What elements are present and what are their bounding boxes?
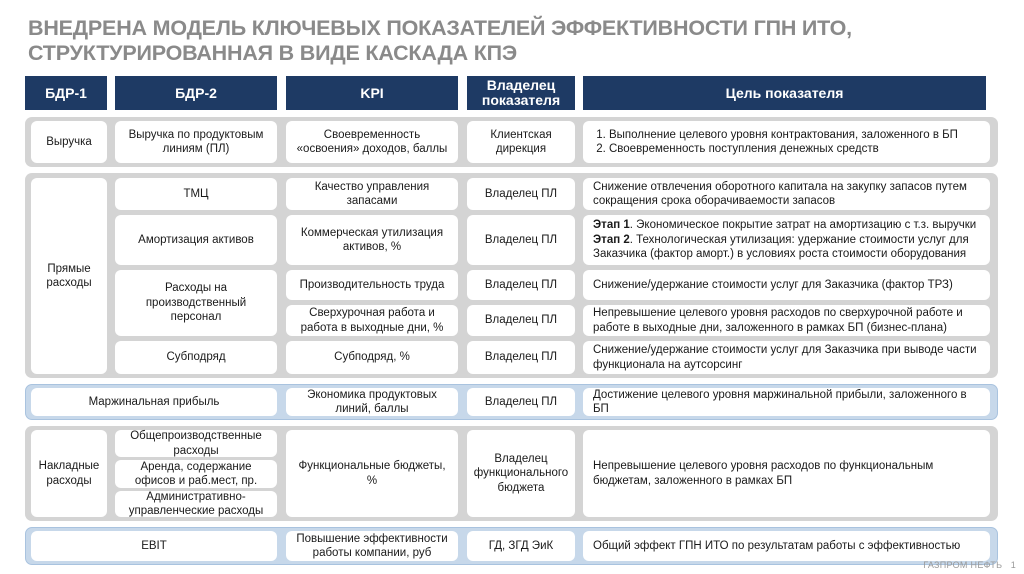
- personnel-goal-overtime-text: Непревышение целевого уровня расходов по сверхурочной работе и работе в выходные дни, заложенного в рамках БП (бизнес-плана): [593, 307, 963, 334]
- subcontract-kpi: Субподряд, %: [286, 341, 458, 374]
- personnel-goal-productivity: [583, 270, 990, 300]
- amort-stage-1-label: Этап 1: [593, 219, 630, 232]
- subcontract-goal: [583, 341, 990, 374]
- header-owner: Владелец показателя: [467, 76, 575, 110]
- personnel-kpi-overtime: Сверхурочная работа и работа в выходные дни, %: [286, 305, 458, 336]
- revenue-goal-item: 1. Выполнение целевого уровня контрактования, заложенного в БП: [609, 128, 958, 143]
- tmc-kpi: Качество управления запасами: [286, 178, 458, 210]
- margin-goal: [583, 388, 990, 416]
- tmc-bdr2: ТМЦ: [115, 178, 277, 210]
- subcontract-owner: Владелец ПЛ: [467, 341, 575, 374]
- revenue-kpi: Своевременность «освоения» доходов, баллы: [286, 121, 458, 163]
- page-title-line-2: СТРУКТУРИРОВАННАЯ В ВИДЕ КАСКАДА КПЭ: [28, 41, 517, 65]
- amort-stage-2-text: . Технологическая утилизация: удержание стоимости услуг для Заказчика (фактор аморт.) в условиях роста стоимости оборудования: [593, 233, 969, 261]
- overhead-owner: Владелец функционального бюджета: [467, 430, 575, 517]
- amort-kpi: Коммерческая утилизация активов, %: [286, 215, 458, 265]
- ebit-goal: [583, 531, 990, 561]
- tmc-goal-text: Снижение отвлечения оборотного капитала на закупку запасов путем сокращения срока оборачиваемости запасов: [593, 180, 967, 207]
- personnel-bdr2: Расходы на производственный персонал: [115, 270, 277, 336]
- subcontract-goal-text: Снижение/удержание стоимости услуг для Заказчика при выводе части функционала на аутсорсинг: [593, 344, 977, 371]
- revenue-bdr1: Выручка: [31, 121, 107, 163]
- revenue-owner: Клиентская дирекция: [467, 121, 575, 163]
- overhead-item-admin: Административно-управленческие расходы: [115, 491, 277, 517]
- amort-goal: [583, 215, 990, 265]
- personnel-kpi-productivity: Производительность труда: [286, 270, 458, 300]
- page-title: [28, 16, 1008, 66]
- ebit-owner: ГД, ЗГД ЭиК: [467, 531, 575, 561]
- margin-goal-text: Достижение целевого уровня маржинальной прибыли, заложенного в БП: [593, 388, 967, 415]
- header-bdr2: БДР-2: [115, 76, 277, 110]
- revenue-goal-item: 2. Своевременность поступления денежных средств: [609, 142, 958, 157]
- overhead-goal-text: Непревышение целевого уровня расходов по функциональным бюджетам, заложенного в рамках БП: [593, 460, 934, 487]
- header-kpi: KPI: [286, 76, 458, 110]
- amort-stage-2-label: Этап 2: [593, 233, 630, 246]
- amort-owner: Владелец ПЛ: [467, 215, 575, 265]
- amort-bdr2: Амортизация активов: [115, 215, 277, 265]
- personnel-owner-overtime: Владелец ПЛ: [467, 305, 575, 336]
- personnel-goal-productivity-text: Снижение/удержание стоимости услуг для Заказчика (фактор ТРЗ): [593, 278, 953, 291]
- personnel-goal-overtime: [583, 305, 990, 336]
- footer-page-number: 1: [1010, 560, 1016, 570]
- overhead-bdr1: Накладные расходы: [31, 430, 107, 517]
- amort-stage-1: [593, 218, 980, 233]
- personnel-owner-productivity: Владелец ПЛ: [467, 270, 575, 300]
- overhead-item-general: Общепроизводственные расходы: [115, 430, 277, 457]
- margin-kpi: Экономика продуктовых линий, баллы: [286, 388, 458, 416]
- header-goal: Цель показателя: [583, 76, 986, 110]
- subcontract-bdr2: Субподряд: [115, 341, 277, 374]
- header-bdr1: БДР-1: [25, 76, 107, 110]
- revenue-goal-list: [593, 128, 958, 157]
- ebit-goal-text: Общий эффект ГПН ИТО по результатам работы с эффективностью: [593, 539, 961, 552]
- ebit-kpi: Повышение эффективности работы компании, руб: [286, 531, 458, 561]
- amort-stage-1-text: . Экономическое покрытие затрат на амортизацию с т.з. выручки: [629, 219, 977, 232]
- footer-company: ГАЗПРОМ НЕФТЬ: [923, 560, 1003, 570]
- ebit-label: EBIT: [31, 531, 277, 561]
- overhead-goal: [583, 430, 990, 517]
- revenue-bdr2: Выручка по продуктовым линиям (ПЛ): [115, 121, 277, 163]
- amort-goal-stages: [593, 218, 980, 262]
- footer: [923, 560, 1016, 570]
- amort-stage-2: [593, 233, 980, 262]
- direct-bdr1: Прямые расходы: [31, 178, 107, 374]
- overhead-item-rent: Аренда, содержание офисов и раб.мест, пр.: [115, 460, 277, 488]
- margin-owner: Владелец ПЛ: [467, 388, 575, 416]
- tmc-goal: [583, 178, 990, 210]
- overhead-kpi: Функциональные бюджеты, %: [286, 430, 458, 517]
- revenue-goal: [583, 121, 990, 163]
- page-title-line-1: ВНЕДРЕНА МОДЕЛЬ КЛЮЧЕВЫХ ПОКАЗАТЕЛЕЙ ЭФФЕКТИВНОСТИ ГПН ИТО,: [28, 16, 852, 40]
- margin-label: Маржинальная прибыль: [31, 388, 277, 416]
- tmc-owner: Владелец ПЛ: [467, 178, 575, 210]
